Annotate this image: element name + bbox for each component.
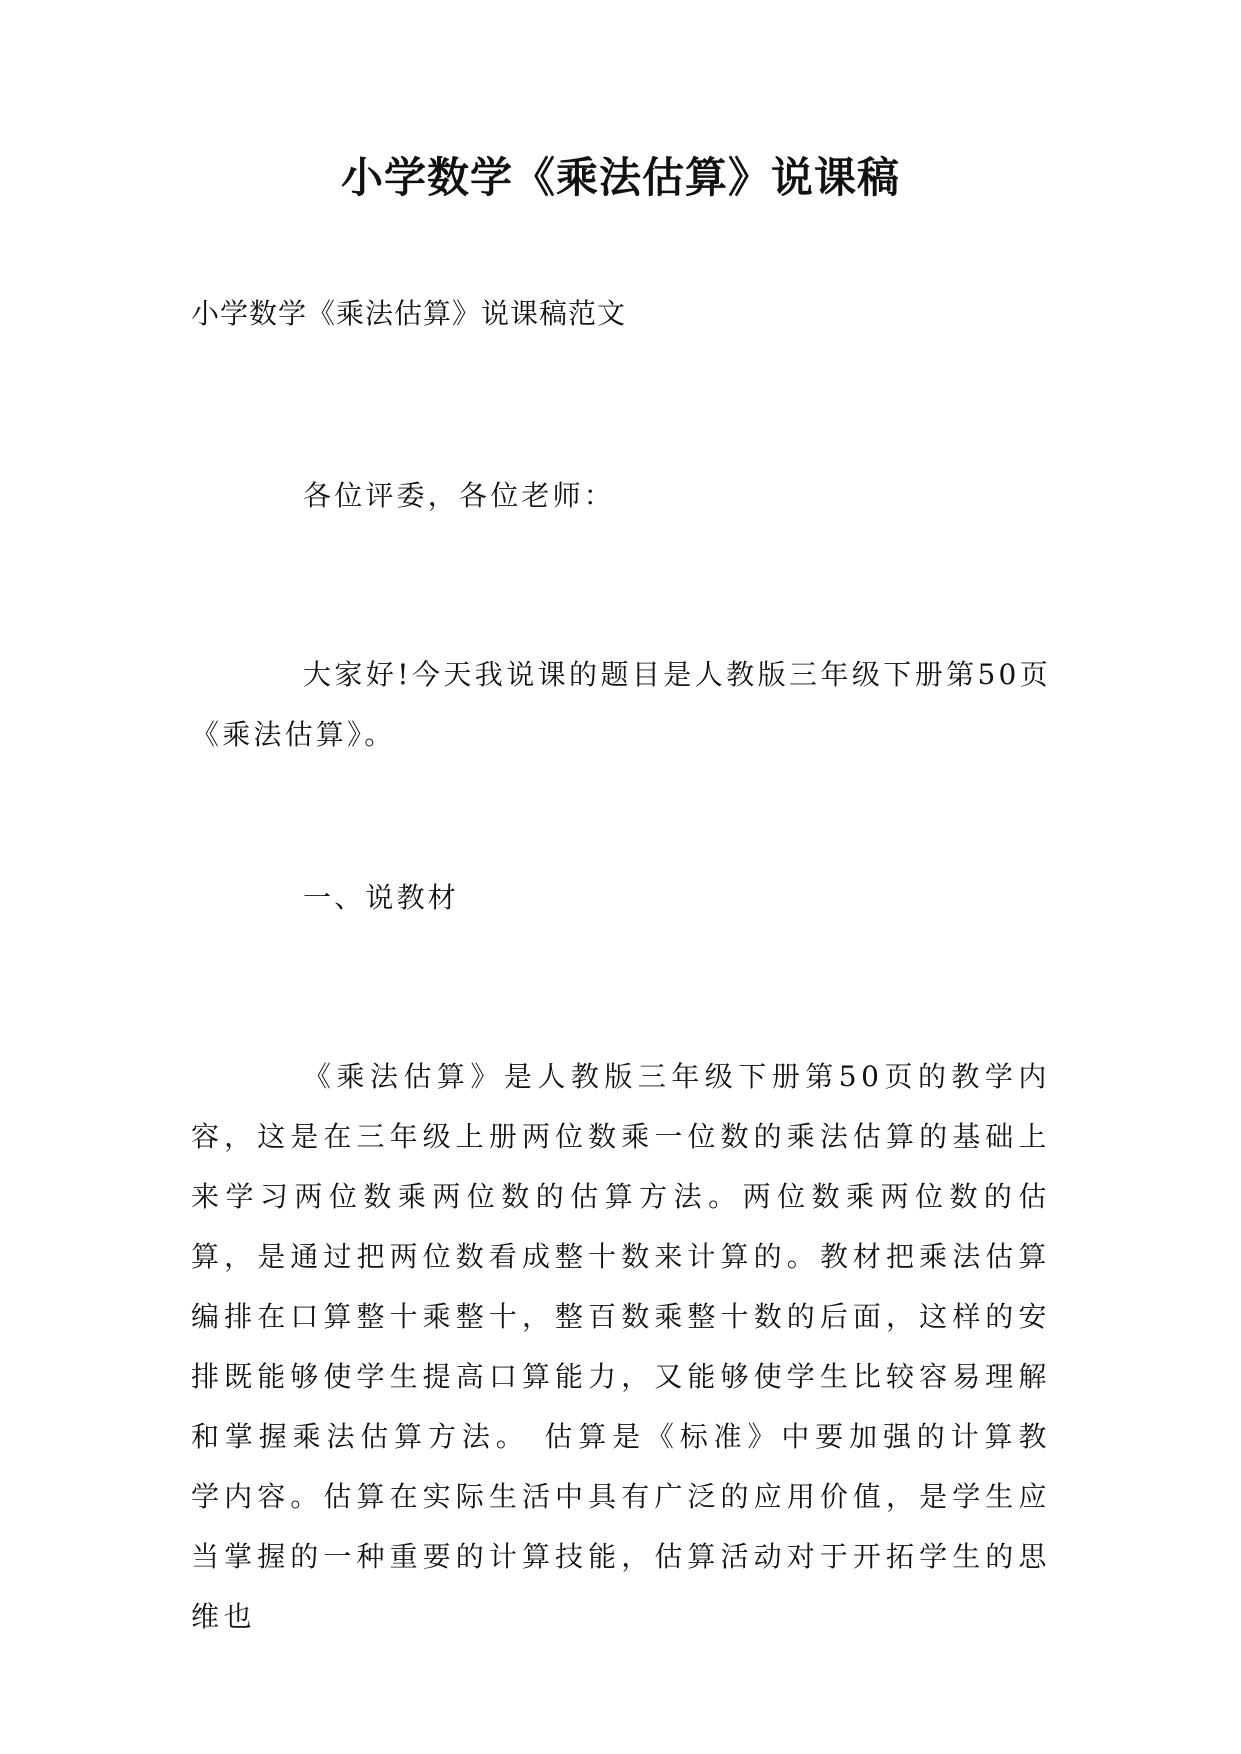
body-paragraph: 《乘法估算》是人教版三年级下册第50页的教学内容，这是在三年级上册两位数乘一位数的乘法估算的基础上来学习两位数乘两位数的估算方法。两位数乘两位数的估算，是通过把两位数看成整十数来计算的。教材把乘法估算编排在口算整十乘整十，整百数乘整十数的后面，这样的安排既能够使学生提高口算能力，又能够使学生比较容易理解和掌握乘法估算方法。 估算是《标准》中要加强的计算教学内容。估算在实际生活中具有广泛的应用价值，是学生应当掌握的一种重要的计算技能，估算活动对于开拓学生的思维也 <box>191 1060 1051 1633</box>
greeting-paragraph: 各位评委，各位老师： <box>303 479 616 512</box>
intro-paragraph: 大家好!今天我说课的题目是人教版三年级下册第50页《乘法估算》。 <box>191 658 1051 751</box>
section-heading: 一、说教材 <box>303 881 460 914</box>
document-subtitle: 小学数学《乘法估算》说课稿范文 <box>191 297 627 330</box>
document-title: 小学数学《乘法估算》说课稿 <box>340 153 900 202</box>
